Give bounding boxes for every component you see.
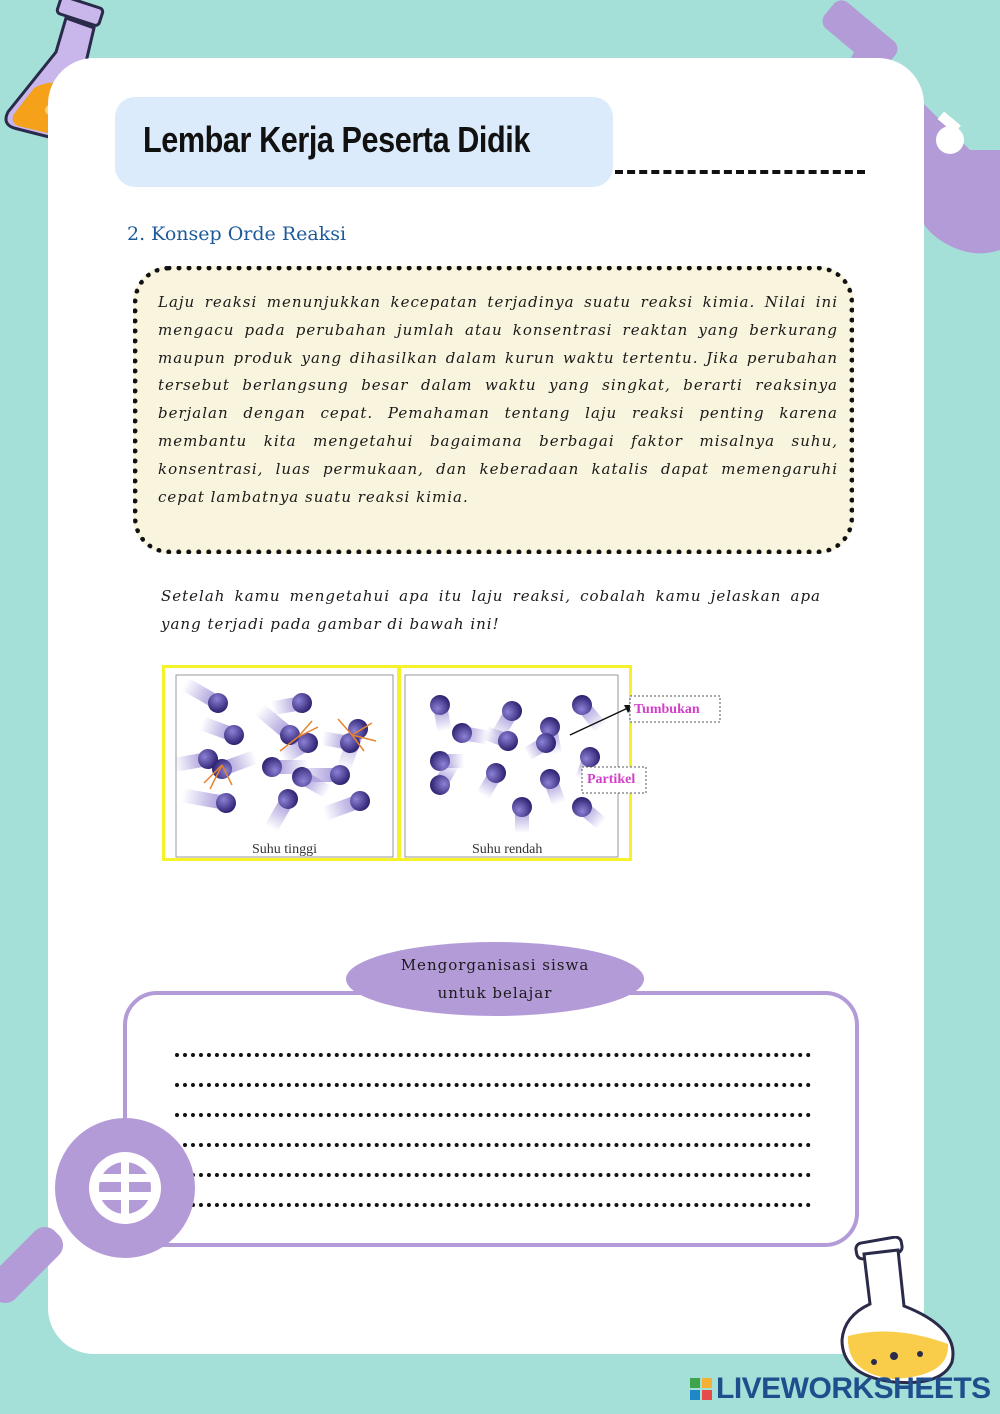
answer-line-2[interactable] <box>175 1083 811 1087</box>
right-caption: Suhu rendah <box>472 842 543 857</box>
particle-collision-figure <box>162 665 732 861</box>
brand-mark-icon <box>690 1378 712 1400</box>
answer-line-6[interactable] <box>175 1203 811 1207</box>
answer-box <box>123 991 859 1247</box>
collision-label: Tumbukan <box>634 702 700 717</box>
brand-text: LIVEWORKSHEETS <box>716 1372 991 1405</box>
organize-label-pill <box>346 942 644 1016</box>
organize-label: Mengorganisasi siswa untuk belajar <box>400 956 590 1002</box>
round-flask-icon <box>834 1236 974 1386</box>
info-paragraph: Laju reaksi menunjukkan kecepatan terjadinya suatu reaksi kimia. Nilai ini mengacu pada perubahan jumlah atau konsentrasi reaktan yang berkurang maupun produk yang dihasilkan dalam kurun waktu tertentu. Jika perubahan tersebut berlangsung besar dalam waktu yang singkat, berarti reaksinya berjalan dengan cepat. Pemahaman tentang laju reaksi penting karena membantu kita mengetahui bagaimana berbagai faktor misalnya suhu, konsentrasi, luas permukaan, dan keberadaan katalis dapat memengaruhi cepat lambatnya suatu reaksi kimia. <box>158 293 838 506</box>
answer-line-4[interactable] <box>175 1143 811 1147</box>
answer-line-3[interactable] <box>175 1113 811 1117</box>
answer-line-5[interactable] <box>175 1173 811 1177</box>
instruction-text: Setelah kamu mengetahui apa itu laju reaksi, cobalah kamu jelaskan apa yang terjadi pada gambar di bawah ini! <box>161 587 821 633</box>
page-title: Lembar Kerja Peserta Didik <box>143 119 530 160</box>
answer-line-1[interactable] <box>175 1053 811 1057</box>
title-divider <box>615 170 865 174</box>
left-caption: Suhu tinggi <box>252 842 317 857</box>
title-banner <box>115 97 613 187</box>
brand-logo[interactable] <box>690 1372 991 1406</box>
particle-label: Partikel <box>587 772 636 787</box>
section-heading: 2. Konsep Orde Reaksi <box>127 223 347 245</box>
magnifier-icon <box>0 1118 200 1318</box>
info-box <box>133 266 854 554</box>
